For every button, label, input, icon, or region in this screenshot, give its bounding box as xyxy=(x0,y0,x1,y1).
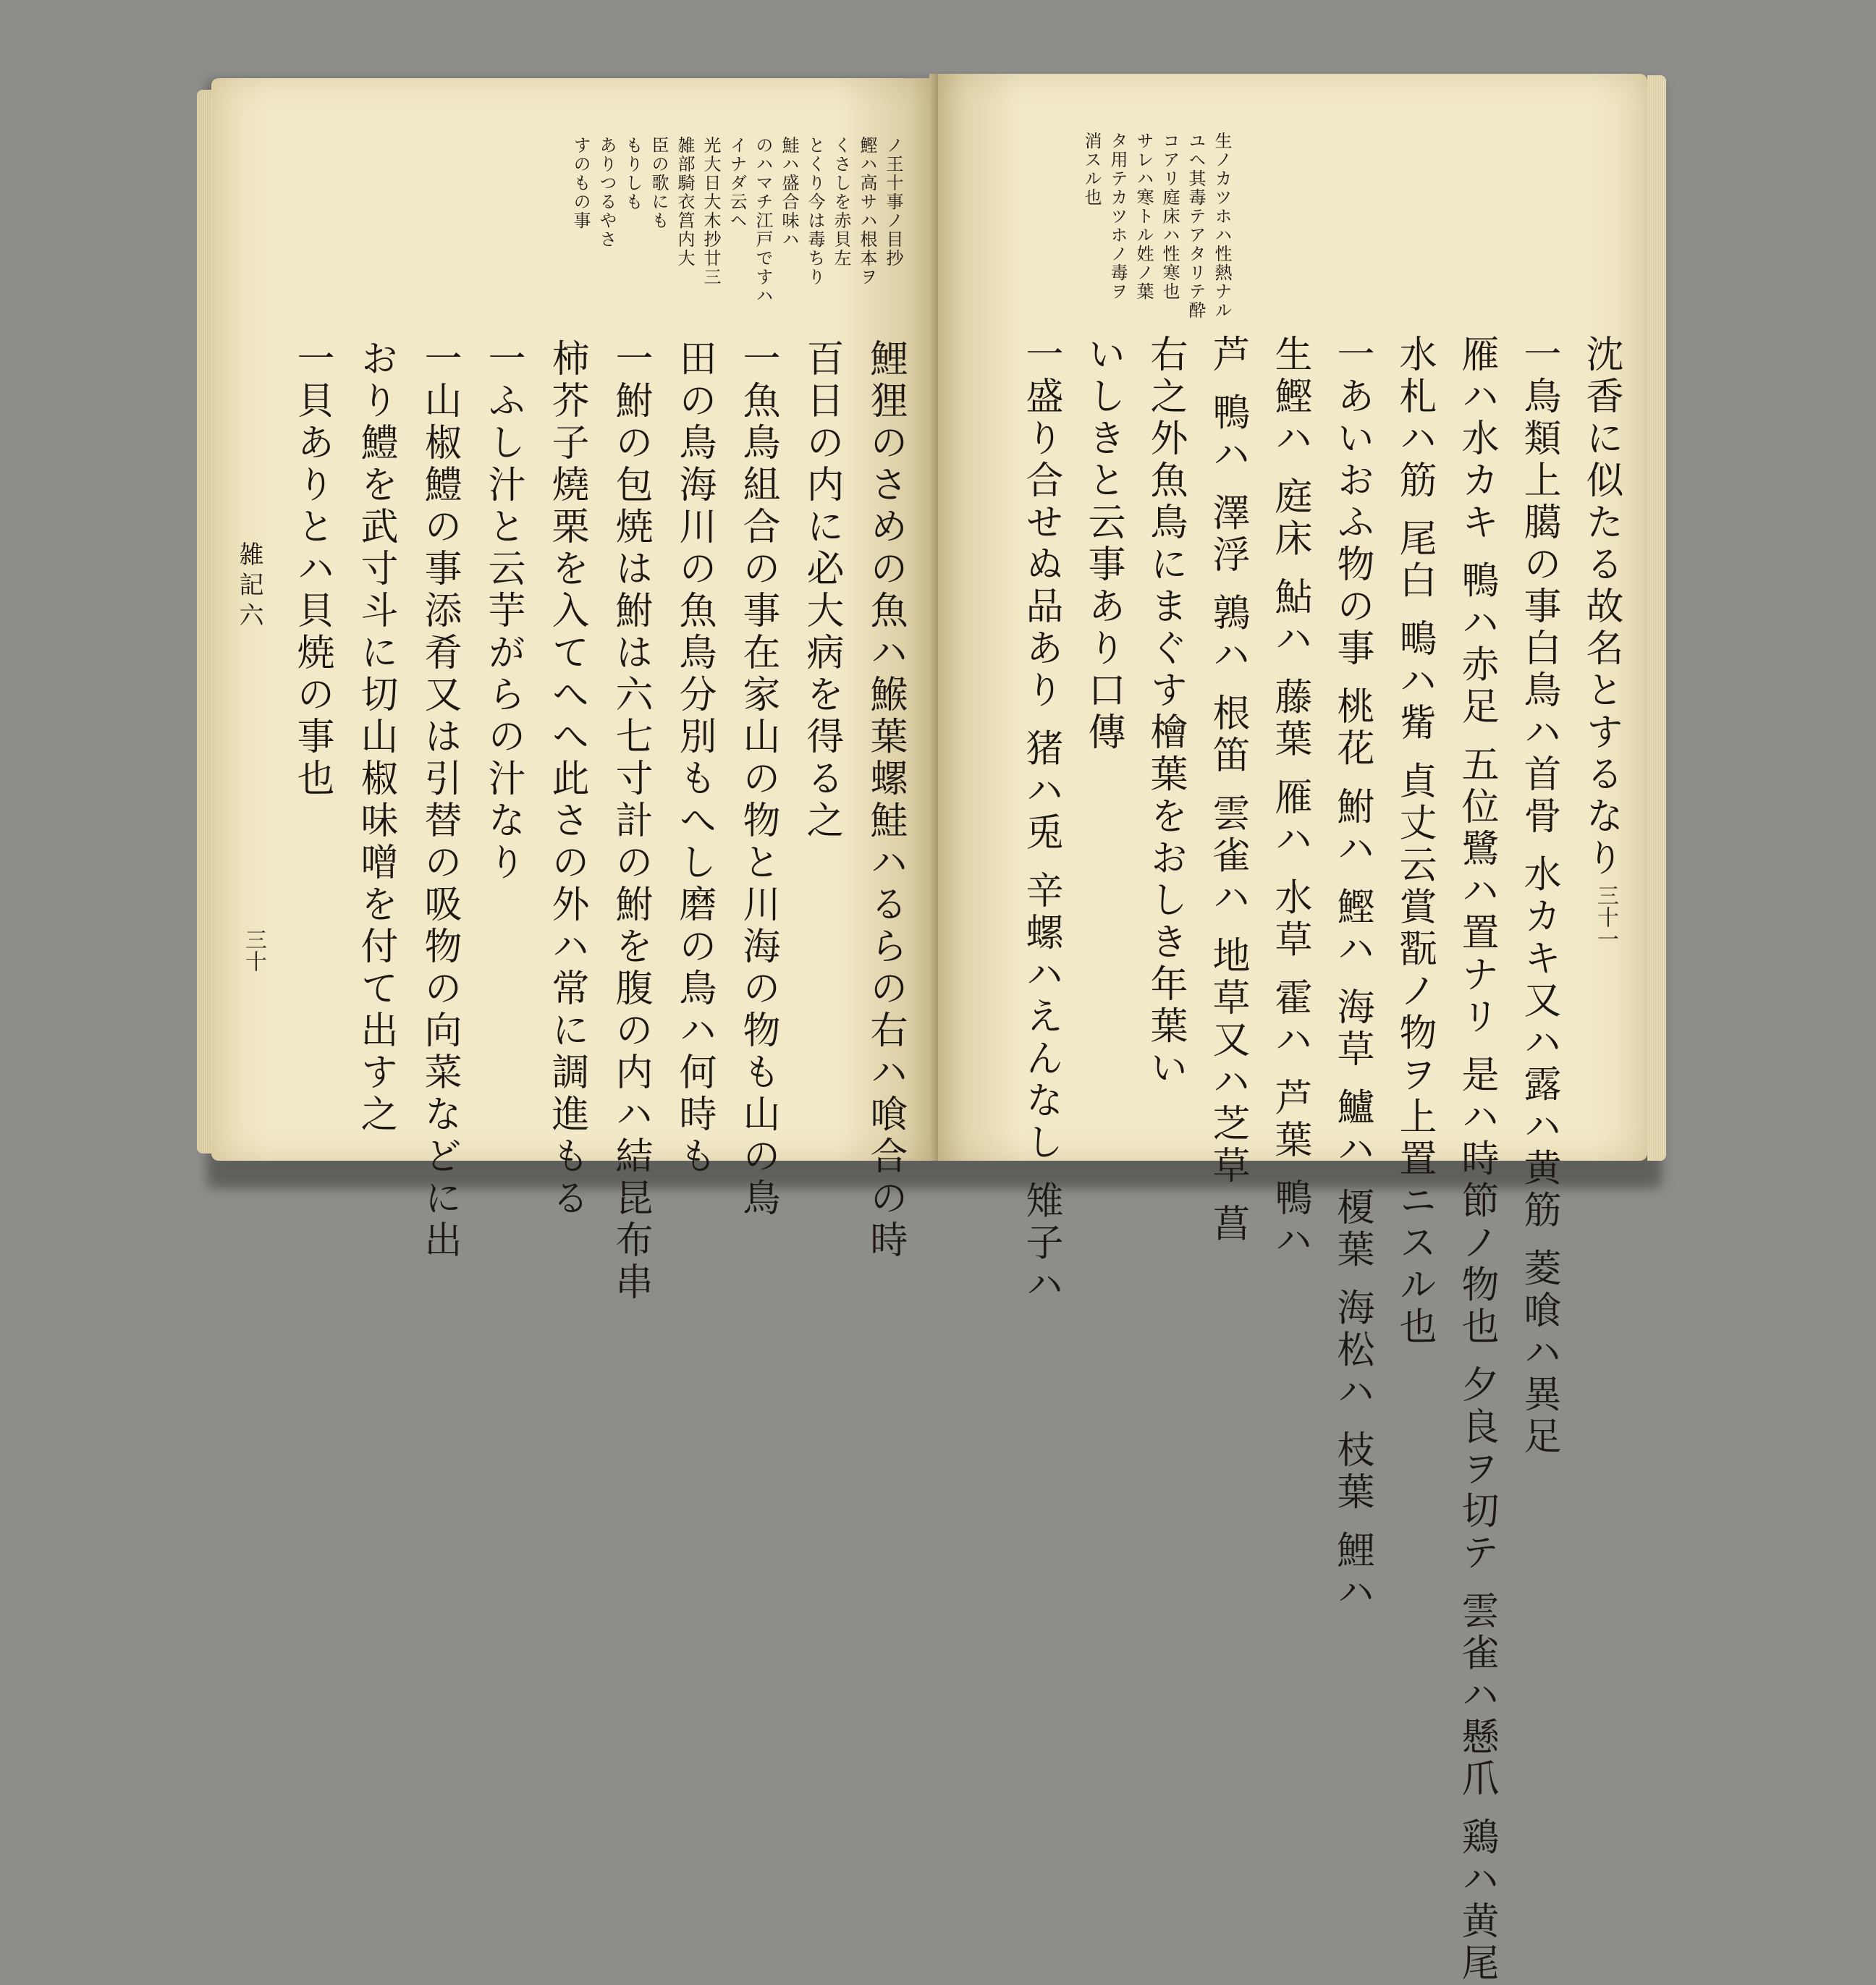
left-main-7: 一ふし汁と云芋がらの汁なり xyxy=(481,339,525,884)
section-label: 雑記六 xyxy=(234,541,263,632)
right-note-5: タ用テカツホノ毒ヲ xyxy=(1107,132,1128,301)
left-note-13: すのもの事 xyxy=(570,136,591,230)
right-note-3: コアリ庭床ハ性寒也 xyxy=(1159,132,1180,301)
left-note-5: 鮭ハ盛合味ハ xyxy=(779,136,799,249)
left-main-6: 柿芥子燒栗を入てへへ此さの外ハ常に調進もる xyxy=(545,339,588,1220)
left-main-1: 鯉狸のさめの魚ハ鯸葉螺鮭ハるらの右ハ喰合の時 xyxy=(863,339,907,1262)
open-book xyxy=(197,68,1666,1985)
right-folio: 三十一 xyxy=(1593,884,1618,949)
left-note-12: ありつるやさ xyxy=(596,136,617,249)
right-main-4: 水札ハ筋 尾白 鴫ハ觜 貞丈云賞翫ノ物ヲ上置ニスル也 xyxy=(1393,334,1436,1349)
left-note-2: 鰹ハ高サハ根本ヲ xyxy=(857,136,877,287)
right-main-3: 雁ハ水カキ 鴨ハ赤足 五位鷺ハ置ナリ 是ハ時節ノ物也 夕良ヲ切テ 雲雀ハ懸爪 鶏ハ黄尾 xyxy=(1455,334,1498,1985)
left-folio: 三十 xyxy=(241,928,266,972)
left-main-3: 一魚鳥組合の事在家山の物と川海の物も山の鳥 xyxy=(736,339,779,1220)
right-note-1: 生ノカツホハ性熱ナル xyxy=(1212,132,1232,320)
left-note-9: 雑部騎衣筥内大 xyxy=(675,136,695,268)
right-main-6: 生鰹ハ 庭床 鮎ハ 藤葉 雁ハ 水草 霍ハ 芦葉 鴨ハ xyxy=(1268,334,1311,1263)
left-note-7: イナダ云ヘ xyxy=(727,136,747,230)
left-note-8: 光大日大木抄廿三 xyxy=(701,136,721,287)
left-note-11: もりしも xyxy=(622,136,643,211)
left-note-10: 臣の歌にも xyxy=(648,136,669,230)
right-main-2: 一鳥類上臈の事白鳥ハ首骨 水カキ又ハ露ハ黄筋 菱喰ハ異足 xyxy=(1517,334,1560,1459)
left-main-9: おり鱧を武寸斗に切山椒味噌を付て出す之 xyxy=(354,339,397,1136)
right-main-1: 沈香に似たる故名とするなり xyxy=(1579,334,1623,880)
left-main-4: 田の鳥海川の魚鳥分別もへし磨の鳥ハ何時も xyxy=(672,339,716,1178)
right-main-8: 右之外魚鳥にまぐす檜葉をおしき年葉い xyxy=(1144,334,1187,1090)
left-note-4: とくり今は毒ちり xyxy=(805,136,825,287)
left-page-edges xyxy=(197,90,213,1154)
left-page xyxy=(211,78,937,1304)
left-main-2: 百日の内に必大病を得る之 xyxy=(800,339,843,842)
left-note-6: のハマチ江戸ですハ xyxy=(753,136,773,305)
right-note-2: ユヘ其毒テアタリテ酔 xyxy=(1186,132,1206,320)
left-note-3: くさしを赤貝左 xyxy=(831,136,851,268)
right-page-edges xyxy=(1647,75,1666,1161)
right-note-4: サレハ寒トル姓ノ葉 xyxy=(1133,132,1154,301)
left-main-10: 一貝ありとハ貝焼の事也 xyxy=(290,339,334,800)
left-main-8: 一山椒鱧の事添肴又は引替の吸物の向菜などに出 xyxy=(418,339,461,1262)
right-main-10: 一盛り合せぬ品あり 猪ハ兎 辛螺ハえんなし 雉子ハ xyxy=(1019,334,1062,1307)
right-page xyxy=(938,74,1647,1985)
left-main-5: 一鮒の包焼は鮒は六七寸計の鮒を腹の内ハ結昆布串 xyxy=(609,339,652,1304)
right-main-5: 一あいおふ物の事 桃花 鮒ハ 鰹ハ 海草 鱸ハ 榎葉 海松ハ 枝葉 鯉ハ xyxy=(1330,334,1374,1614)
right-note-6: 消スル也 xyxy=(1081,132,1102,207)
left-note-1: ノ王十事ノ目抄 xyxy=(883,136,903,268)
right-main-9: いしきと云事あり口傳 xyxy=(1081,334,1125,754)
right-main-7: 芦 鴨ハ 澤浮 鶉ハ 根笛 雲雀ハ 地草又ハ芝草 菖 xyxy=(1206,334,1249,1246)
